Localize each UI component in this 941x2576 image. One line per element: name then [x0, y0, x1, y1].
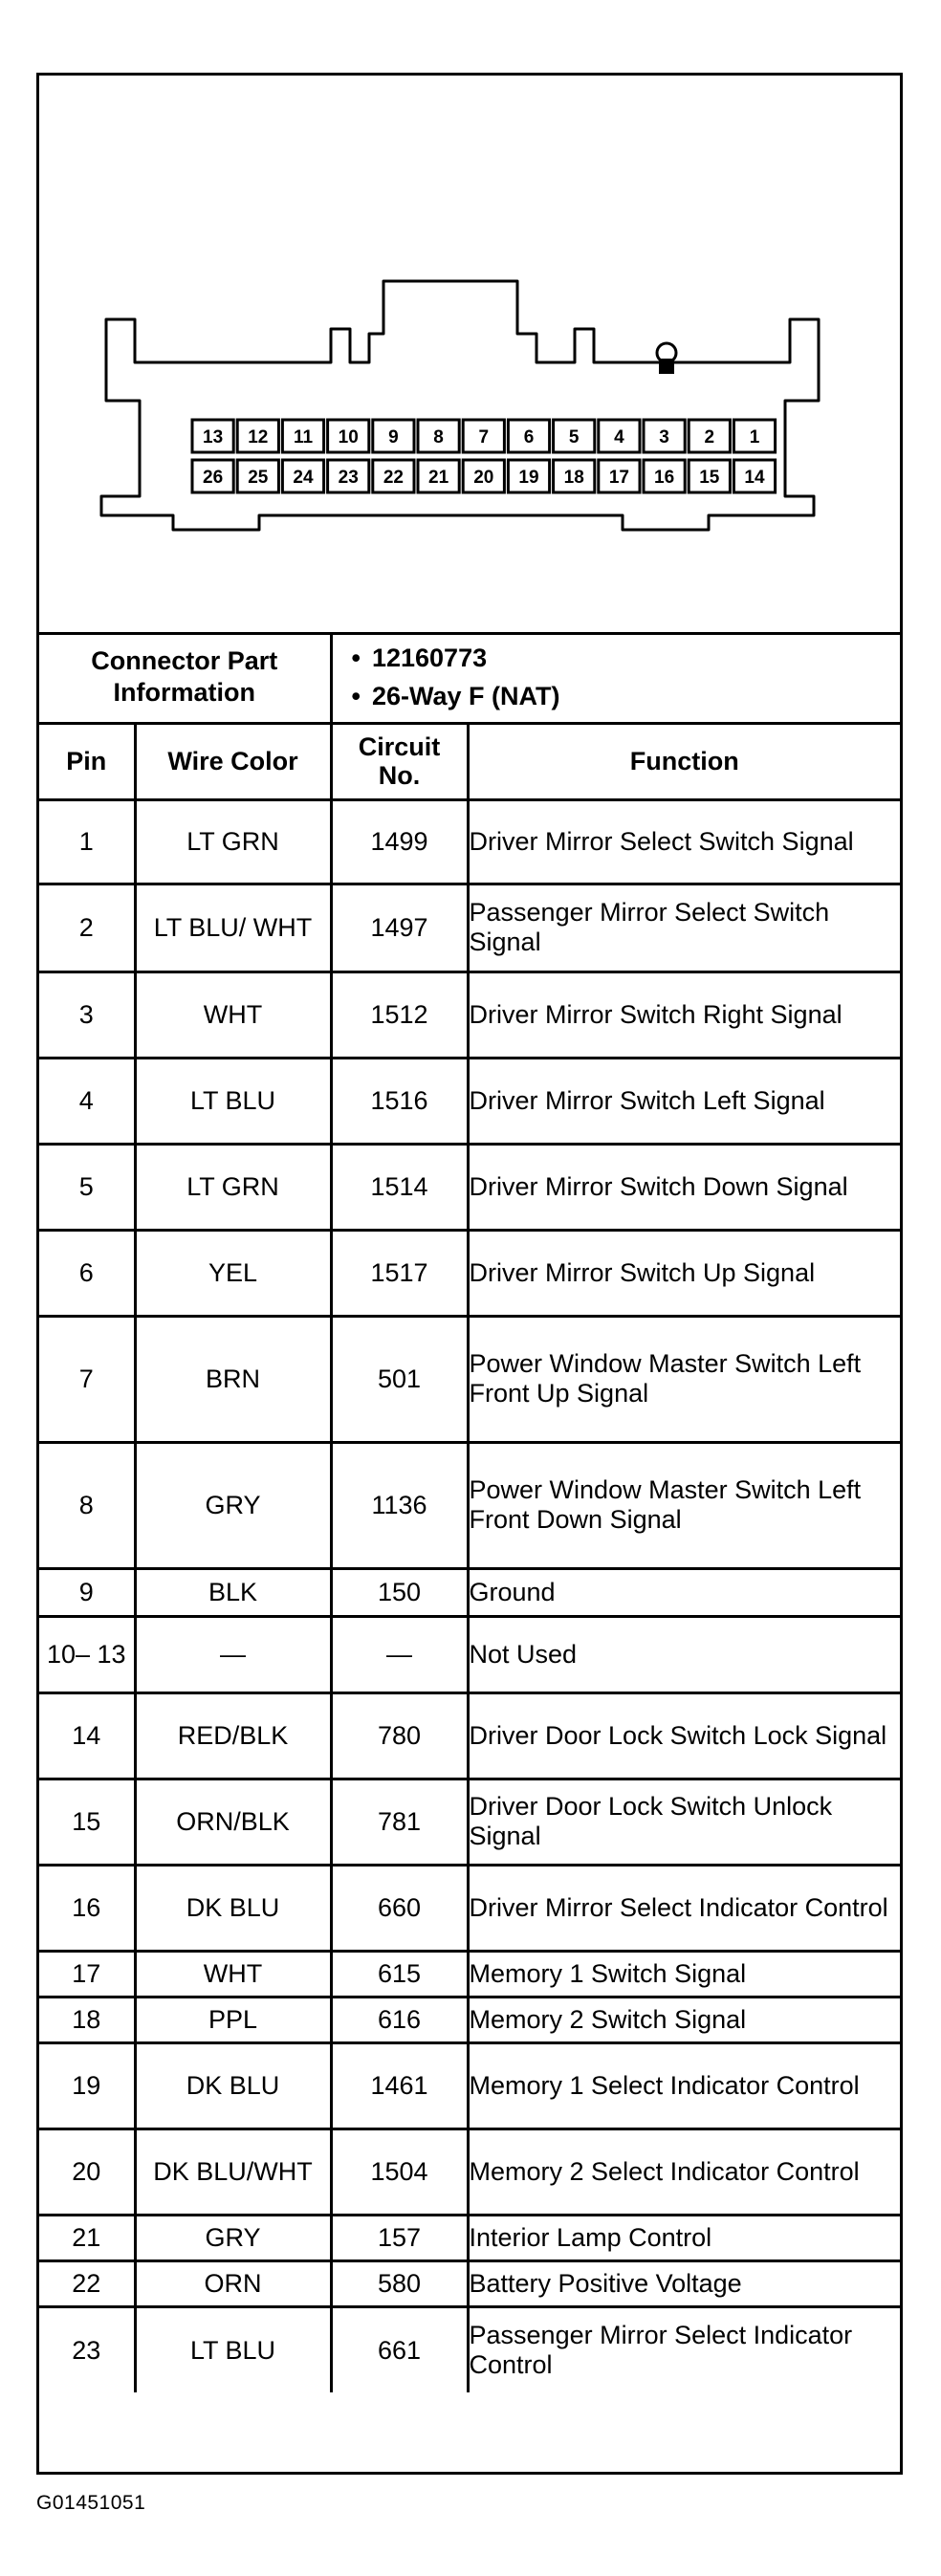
- circuit-cell: —: [331, 1616, 468, 1692]
- pin-number-label: 8: [433, 427, 444, 448]
- pin-number-label: 6: [523, 427, 535, 448]
- pin-cell: 18: [39, 1997, 135, 2042]
- wire-color-cell: LT BLU: [135, 2306, 331, 2392]
- wire-color-cell: DK BLU: [135, 2042, 331, 2128]
- wire-color-cell: ORN: [135, 2260, 331, 2306]
- circuit-cell: 157: [331, 2215, 468, 2260]
- function-cell: Passenger Mirror Select Indicator Control: [468, 2306, 900, 2392]
- pin-cell: 3: [39, 971, 135, 1058]
- pin-row-bottom: [192, 460, 776, 492]
- circuit-cell: 1512: [331, 971, 468, 1058]
- wire-color-cell: LT GRN: [135, 1144, 331, 1230]
- circuit-cell: 660: [331, 1865, 468, 1951]
- circuit-cell: 780: [331, 1692, 468, 1779]
- pin-number-label: 19: [518, 468, 539, 488]
- circuit-cell: 616: [331, 1997, 468, 2042]
- wire-color-cell: YEL: [135, 1230, 331, 1316]
- function-cell: Interior Lamp Control: [468, 2215, 900, 2260]
- pin-row: [39, 1692, 900, 1779]
- pin-table: [39, 632, 900, 2392]
- pin-row: [39, 799, 900, 884]
- function-cell: Power Window Master Switch Left Front Down Signal: [468, 1442, 900, 1568]
- circuit-cell: 781: [331, 1779, 468, 1865]
- pin-row: [39, 971, 900, 1058]
- pin-cell: 21: [39, 2215, 135, 2260]
- wire-color-cell: RED/BLK: [135, 1692, 331, 1779]
- wire-color-cell: WHT: [135, 1951, 331, 1997]
- wire-color-cell: DK BLU/WHT: [135, 2128, 331, 2215]
- pin-row: [39, 1616, 900, 1692]
- circuit-cell: 1514: [331, 1144, 468, 1230]
- connector-sheet: [36, 73, 903, 2475]
- wire-color-cell: PPL: [135, 1997, 331, 2042]
- function-cell: Driver Mirror Select Switch Signal: [468, 799, 900, 884]
- pin-cell: 9: [39, 1568, 135, 1616]
- function-cell: Passenger Mirror Select Switch Signal: [468, 884, 900, 971]
- pin-number-label: 18: [563, 468, 584, 488]
- pin-cell: 14: [39, 1692, 135, 1779]
- wire-color-cell: —: [135, 1616, 331, 1692]
- part-number: • 12160773: [352, 639, 900, 677]
- wire-color-cell: ORN/BLK: [135, 1779, 331, 1865]
- wire-color-cell: DK BLU: [135, 1865, 331, 1951]
- pin-cell: 7: [39, 1316, 135, 1442]
- pin-number-label: 2: [704, 427, 715, 448]
- circuit-cell: 1461: [331, 2042, 468, 2128]
- pin-number-label: 7: [478, 427, 490, 448]
- pin-number-label: 17: [608, 468, 629, 488]
- pin-cell: 4: [39, 1058, 135, 1144]
- pin-number-label: 10: [338, 427, 359, 448]
- header-row: [39, 723, 900, 799]
- function-cell: Driver Mirror Switch Up Signal: [468, 1230, 900, 1316]
- connector-face-drawing: [39, 76, 900, 632]
- pin-row: [39, 884, 900, 971]
- pin-cell: 22: [39, 2260, 135, 2306]
- pin-cell: 1: [39, 799, 135, 884]
- wire-color-cell: LT GRN: [135, 799, 331, 884]
- pin-row: [39, 1144, 900, 1230]
- figure-code: G01451051: [36, 2492, 146, 2514]
- function-cell: Driver Mirror Select Indicator Control: [468, 1865, 900, 1951]
- function-cell: Battery Positive Voltage: [468, 2260, 900, 2306]
- part-description: • 26-Way F (NAT): [352, 677, 900, 715]
- circuit-cell: 661: [331, 2306, 468, 2392]
- pin-row-top: [192, 420, 776, 452]
- function-cell: Memory 1 Switch Signal: [468, 1951, 900, 1997]
- function-cell: Memory 2 Switch Signal: [468, 1997, 900, 2042]
- wire-color-cell: BLK: [135, 1568, 331, 1616]
- pin-number-label: 25: [248, 468, 269, 488]
- wire-color-cell: GRY: [135, 2215, 331, 2260]
- pin-row: [39, 1230, 900, 1316]
- pin-cell: 20: [39, 2128, 135, 2215]
- pin-number-label: 20: [473, 468, 494, 488]
- pin-number-label: 9: [388, 427, 399, 448]
- function-cell: Driver Mirror Switch Down Signal: [468, 1144, 900, 1230]
- pin-row: [39, 1058, 900, 1144]
- circuit-cell: 1136: [331, 1442, 468, 1568]
- circuit-cell: 615: [331, 1951, 468, 1997]
- part-info-row: [39, 632, 900, 723]
- connector-diagram: [39, 76, 900, 635]
- pin-number-label: 12: [248, 427, 269, 448]
- pin-cell: 8: [39, 1442, 135, 1568]
- pin-row: [39, 1568, 900, 1616]
- wire-color-cell: LT BLU/ WHT: [135, 884, 331, 971]
- circuit-cell: 1497: [331, 884, 468, 971]
- function-cell: Driver Door Lock Switch Lock Signal: [468, 1692, 900, 1779]
- pin-cell: 10– 13: [39, 1616, 135, 1692]
- pin-number-label: 14: [744, 468, 765, 488]
- pin-cell: 17: [39, 1951, 135, 1997]
- pin-number-label: 22: [383, 468, 404, 488]
- pin-number-label: 23: [338, 468, 359, 488]
- pin-number-label: 3: [659, 427, 669, 448]
- pin-number-label: 5: [568, 427, 580, 448]
- pin-number-label: 16: [654, 468, 675, 488]
- pin-row: [39, 2215, 900, 2260]
- function-header: Function: [468, 723, 900, 799]
- pin-cell: 5: [39, 1144, 135, 1230]
- circuit-header: Circuit No.: [331, 723, 468, 799]
- pin-row: [39, 2042, 900, 2128]
- pin-cell: 19: [39, 2042, 135, 2128]
- pin-cell: 2: [39, 884, 135, 971]
- wire-color-cell: GRY: [135, 1442, 331, 1568]
- pin-number-label: 11: [293, 427, 314, 448]
- pin-cell: 15: [39, 1779, 135, 1865]
- circuit-cell: 580: [331, 2260, 468, 2306]
- function-cell: Memory 2 Select Indicator Control: [468, 2128, 900, 2215]
- latch-block: [659, 359, 674, 374]
- function-cell: Driver Door Lock Switch Unlock Signal: [468, 1779, 900, 1865]
- pin-number-label: 4: [614, 427, 624, 448]
- pin-row: [39, 1865, 900, 1951]
- pin-row: [39, 1997, 900, 2042]
- function-cell: Power Window Master Switch Left Front Up Signal: [468, 1316, 900, 1442]
- function-cell: Not Used: [468, 1616, 900, 1692]
- pin-number-label: 26: [203, 468, 224, 488]
- wire-color-cell: WHT: [135, 971, 331, 1058]
- circuit-cell: 1516: [331, 1058, 468, 1144]
- part-info-values: [331, 632, 900, 723]
- function-cell: Driver Mirror Switch Left Signal: [468, 1058, 900, 1144]
- pin-cell: 16: [39, 1865, 135, 1951]
- pin-cell: 6: [39, 1230, 135, 1316]
- pin-number-label: 13: [203, 427, 224, 448]
- pin-cell: 23: [39, 2306, 135, 2392]
- part-info-label: Connector Part Information: [39, 632, 331, 723]
- pin-row: [39, 2128, 900, 2215]
- circuit-cell: 1517: [331, 1230, 468, 1316]
- function-cell: Driver Mirror Switch Right Signal: [468, 971, 900, 1058]
- function-cell: Ground: [468, 1568, 900, 1616]
- pin-row: [39, 2306, 900, 2392]
- circuit-cell: 1499: [331, 799, 468, 884]
- circuit-cell: 150: [331, 1568, 468, 1616]
- pin-number-label: 24: [293, 468, 314, 488]
- pin-row: [39, 1316, 900, 1442]
- wire-color-cell: LT BLU: [135, 1058, 331, 1144]
- function-cell: Memory 1 Select Indicator Control: [468, 2042, 900, 2128]
- pin-number-label: 1: [749, 427, 760, 448]
- wire-color-header: Wire Color: [135, 723, 331, 799]
- pin-number-label: 15: [699, 468, 720, 488]
- pin-row: [39, 1442, 900, 1568]
- pin-row: [39, 1951, 900, 1997]
- circuit-cell: 501: [331, 1316, 468, 1442]
- pin-number-label: 21: [428, 468, 449, 488]
- pin-header: Pin: [39, 723, 135, 799]
- pin-row: [39, 2260, 900, 2306]
- wire-color-cell: BRN: [135, 1316, 331, 1442]
- circuit-cell: 1504: [331, 2128, 468, 2215]
- pin-row: [39, 1779, 900, 1865]
